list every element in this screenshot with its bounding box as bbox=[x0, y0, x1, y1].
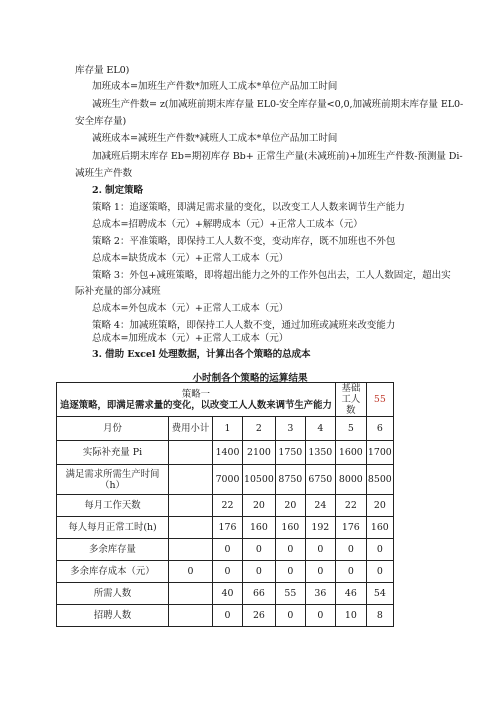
table-row bbox=[57, 583, 394, 605]
table-row bbox=[57, 539, 394, 561]
table-cell: 0 bbox=[305, 539, 335, 561]
paragraph-line: 加班成本=加班生产件数*加班人工成本*单位产品加工时间 bbox=[92, 81, 338, 92]
header-cell: 费用小计 bbox=[169, 417, 213, 441]
table-row bbox=[57, 495, 394, 517]
header-cell: 1 bbox=[213, 417, 243, 441]
table-cell: 160 bbox=[366, 517, 393, 539]
paragraph-line: 加减班后期末库存 Eb=期初库存 Bb+ 正常生产量(未减班前)+加班生产件数-预测量 Di- bbox=[92, 151, 463, 162]
table-cell: 0 bbox=[243, 561, 276, 583]
table-cell: 0 bbox=[213, 605, 243, 627]
row-label-cell: 每人每月正常工时(h) bbox=[57, 517, 169, 539]
table-row bbox=[57, 517, 394, 539]
header-cell: 4 bbox=[305, 417, 335, 441]
table-row bbox=[57, 561, 394, 583]
row-label-cell: 每月工作天数 bbox=[57, 495, 169, 517]
table-cell: 6750 bbox=[305, 465, 335, 495]
row-label-cell: 多余库存成本（元） bbox=[57, 561, 169, 583]
table-cell: 10500 bbox=[243, 465, 276, 495]
table-cell: 20 bbox=[275, 495, 305, 517]
row-label-cell: 实际补充量 Pi bbox=[57, 441, 169, 465]
table-cell bbox=[169, 539, 213, 561]
table-cell: 20 bbox=[243, 495, 276, 517]
table-cell: 160 bbox=[275, 517, 305, 539]
paragraph-line: 减班成本=减班生产件数*减班人工成本*单位产品加工时间 bbox=[92, 133, 338, 144]
paragraph-line: 总成本=招聘成本（元）+解聘成本（元）+正常人工成本（元） bbox=[92, 219, 363, 230]
table-cell: 0 bbox=[275, 605, 305, 627]
table-row bbox=[57, 465, 394, 495]
header-cell: 3 bbox=[275, 417, 305, 441]
paragraph-line: 总成本=缺货成本（元）+正常人工成本（元） bbox=[92, 253, 289, 264]
table-cell: 1400 bbox=[213, 441, 243, 465]
table-cell: 22 bbox=[335, 495, 366, 517]
header-cell: 月份 bbox=[57, 417, 169, 441]
table-cell: 26 bbox=[243, 605, 276, 627]
strategy-header-row bbox=[57, 383, 394, 417]
table-cell: 0 bbox=[213, 539, 243, 561]
table-cell bbox=[169, 583, 213, 605]
table-cell: 1700 bbox=[366, 441, 393, 465]
strategy-label: 策略一 bbox=[181, 388, 210, 400]
table-cell: 192 bbox=[305, 517, 335, 539]
table-cell bbox=[169, 605, 213, 627]
base-workers-value: 55 bbox=[366, 383, 393, 417]
table-cell: 176 bbox=[335, 517, 366, 539]
table-cell: 1350 bbox=[305, 441, 335, 465]
section-heading: 3. 借助 Excel 处理数据，计算出各个策略的总成本 bbox=[92, 349, 311, 360]
header-cell: 2 bbox=[243, 417, 276, 441]
table-row bbox=[57, 441, 394, 465]
paragraph-line: 策略 2：平准策略，即保持工人人数不变，变动库存，既不加班也不外包 bbox=[92, 236, 396, 247]
table-cell bbox=[169, 517, 213, 539]
table-cell: 10 bbox=[335, 605, 366, 627]
paragraph-line: 际补充量的部分减班 bbox=[75, 286, 161, 297]
table-cell: 7000 bbox=[213, 465, 243, 495]
table-cell: 36 bbox=[305, 583, 335, 605]
section-heading: 2. 制定策略 bbox=[92, 185, 144, 196]
table-cell bbox=[169, 465, 213, 495]
results-table bbox=[56, 382, 394, 627]
paragraph-line: 减班生产件数= z(加减班前期末库存量 EL0-安全库存量<0,0,加减班前期末库存量 EL0- bbox=[92, 99, 464, 110]
table-cell: 0 bbox=[275, 561, 305, 583]
strategy-description: 追逐策略，即满足需求量的变化，以改变工人人数来调节生产能力 bbox=[59, 399, 332, 411]
row-label-cell: 招聘人数 bbox=[57, 605, 169, 627]
table-row bbox=[57, 605, 394, 627]
table-cell: 20 bbox=[366, 495, 393, 517]
table-cell: 8750 bbox=[275, 465, 305, 495]
paragraph-line: 策略 3：外包+减班策略，即将超出能力之外的工作外包出去，工人人数固定，超出实 bbox=[92, 270, 451, 281]
paragraph-line: 库存量 EL0) bbox=[75, 65, 130, 76]
table-cell: 66 bbox=[243, 583, 276, 605]
table-cell: 0 bbox=[335, 561, 366, 583]
table-cell: 0 bbox=[213, 561, 243, 583]
table-cell: 40 bbox=[213, 583, 243, 605]
table-cell bbox=[169, 441, 213, 465]
table-cell: 1600 bbox=[335, 441, 366, 465]
row-label-cell: 多余库存量 bbox=[57, 539, 169, 561]
table-cell: 0 bbox=[366, 539, 393, 561]
table-cell: 22 bbox=[213, 495, 243, 517]
table-cell bbox=[169, 495, 213, 517]
table-cell: 0 bbox=[366, 561, 393, 583]
table-cell: 1750 bbox=[275, 441, 305, 465]
paragraph-line: 减班生产件数 bbox=[75, 168, 132, 179]
table-cell: 54 bbox=[366, 583, 393, 605]
table-cell: 176 bbox=[213, 517, 243, 539]
paragraph-line: 策略 4：加减班策略，即保持工人人数不变，通过加班或减班来改变能力 bbox=[92, 320, 396, 331]
table-cell: 0 bbox=[305, 605, 335, 627]
table-cell: 0 bbox=[335, 539, 366, 561]
header-cell: 6 bbox=[366, 417, 393, 441]
header-cell: 5 bbox=[335, 417, 366, 441]
paragraph-line: 总成本=外包成本（元）+正常人工成本（元） bbox=[92, 303, 289, 314]
table-cell: 8 bbox=[366, 605, 393, 627]
table-cell: 8000 bbox=[335, 465, 366, 495]
table-cell: 0 bbox=[275, 539, 305, 561]
table-cell: 0 bbox=[243, 539, 276, 561]
row-label-cell: 满足需求所需生产时间（h） bbox=[57, 465, 169, 495]
table-cell: 0 bbox=[305, 561, 335, 583]
table-header-row bbox=[57, 417, 394, 441]
paragraph-line: 总成本=加班成本（元）+正常人工成本（元） bbox=[92, 333, 289, 344]
table-cell: 160 bbox=[243, 517, 276, 539]
paragraph-line: 安全库存量) bbox=[75, 116, 127, 127]
table-cell: 0 bbox=[169, 561, 213, 583]
table-cell: 24 bbox=[305, 495, 335, 517]
base-workers-label: 基础工人数 bbox=[335, 383, 366, 417]
table-cell: 46 bbox=[335, 583, 366, 605]
table-cell: 55 bbox=[275, 583, 305, 605]
row-label-cell: 所需人数 bbox=[57, 583, 169, 605]
table-cell: 2100 bbox=[243, 441, 276, 465]
table-title: 小时制各个策略的运算结果 bbox=[192, 373, 308, 384]
table-cell: 8500 bbox=[366, 465, 393, 495]
strategy-cell bbox=[57, 383, 336, 417]
paragraph-line: 策略 1：追逐策略，即满足需求量的变化，以改变工人人数来调节生产能力 bbox=[92, 202, 405, 213]
